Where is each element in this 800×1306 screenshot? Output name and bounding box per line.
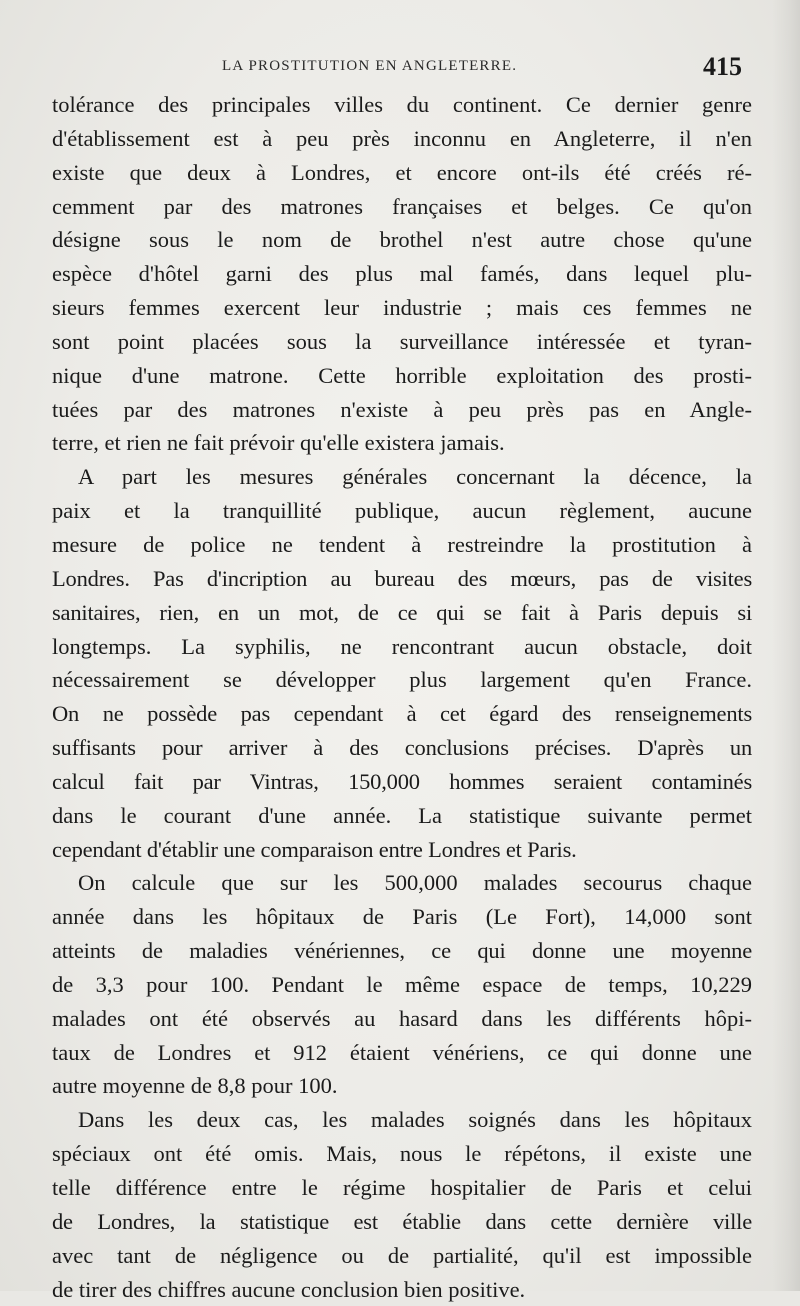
text-line: existe que deux à Londres, et encore ont-ils été créés ré-	[52, 159, 752, 185]
text-line: dans le courant d'une année. La statistique suivante permet	[52, 802, 752, 828]
paragraph-start-line: A part les mesures générales concernant la décence, la	[78, 464, 752, 490]
page-number: 415	[703, 52, 742, 81]
text-line: nique d'une matrone. Cette horrible exploitation des prosti-	[52, 362, 752, 388]
text-line: de 3,3 pour 100. Pendant le même espace de temps, 10,229	[52, 971, 752, 997]
text-line: taux de Londres et 912 étaient vénériens, ce qui donne une	[52, 1039, 752, 1065]
paragraph-end-line: terre, et rien ne fait prévoir qu'elle existera jamais.	[52, 430, 505, 456]
text-line: malades ont été observés au hasard dans les différents hôpi-	[52, 1005, 752, 1031]
text-line: suffisants pour arriver à des conclusions précises. D'après un	[52, 735, 752, 761]
text-line: telle différence entre le régime hospitalier de Paris et celui	[52, 1175, 752, 1200]
text-line: On ne possède pas cependant à cet égard des renseignements	[52, 701, 752, 727]
text-line: tuées par des matrones n'existe à peu près pas en Angle-	[52, 396, 752, 422]
text-line: sieurs femmes exercent leur industrie ; mais ces femmes ne	[52, 295, 752, 321]
text-line: mesure de police ne tendent à restreindre la prostitution à	[52, 531, 752, 557]
text-line: sont point placées sous la surveillance intéressée et tyran-	[52, 328, 752, 354]
paragraph-start-line: On calcule que sur les 500,000 malades secourus chaque	[78, 870, 752, 896]
text-line: espèce d'hôtel garni des plus mal famés, dans lequel plu-	[52, 261, 752, 287]
text-line: calcul fait par Vintras, 150,000 hommes seraient contaminés	[52, 768, 752, 794]
paragraph-end-line: de tirer des chiffres aucune conclusion bien positive.	[52, 1276, 526, 1302]
paragraph-end-line: autre moyenne de 8,8 pour 100.	[52, 1073, 338, 1099]
text-line: année dans les hôpitaux de Paris (Le Fort), 14,000 sont	[52, 904, 752, 930]
text-line: sanitaires, rien, en un mot, de ce qui se fait à Paris depuis si	[52, 599, 752, 625]
page-header	[0, 48, 800, 88]
body-text	[52, 88, 752, 1306]
text-line: longtemps. La syphilis, ne rencontrant aucun obstacle, doit	[52, 633, 752, 659]
text-line: nécessairement se développer plus largement qu'en France.	[52, 667, 752, 693]
text-line: avec tant de négligence ou de partialité, qu'il est impossible	[52, 1242, 752, 1268]
text-line: de Londres, la statistique est établie dans cette dernière ville	[52, 1208, 752, 1234]
text-line: désigne sous le nom de brothel n'est autre chose qu'une	[52, 227, 752, 253]
page-edge-shadow	[772, 0, 800, 1291]
paragraph-start-line: Dans les deux cas, les malades soignés dans les hôpitaux	[78, 1107, 752, 1133]
text-line: spéciaux ont été omis. Mais, nous le répétons, il existe une	[52, 1141, 752, 1167]
text-line: paix et la tranquillité publique, aucun règlement, aucune	[52, 498, 752, 524]
text-line: Londres. Pas d'incription au bureau des mœurs, pas de visites	[52, 565, 752, 591]
text-line: tolérance des principales villes du continent. Ce dernier genre	[52, 92, 752, 117]
running-title: LA PROSTITUTION EN ANGLETERRE.	[222, 58, 518, 74]
text-line: atteints de maladies vénériennes, ce qui donne une moyenne	[52, 938, 752, 964]
text-line: d'établissement est à peu près inconnu en Angleterre, il n'en	[52, 125, 752, 151]
paragraph-end-line: cependant d'établir une comparaison entre Londres et Paris.	[52, 836, 577, 862]
text-line: cemment par des matrones françaises et belges. Ce qu'on	[52, 193, 752, 219]
